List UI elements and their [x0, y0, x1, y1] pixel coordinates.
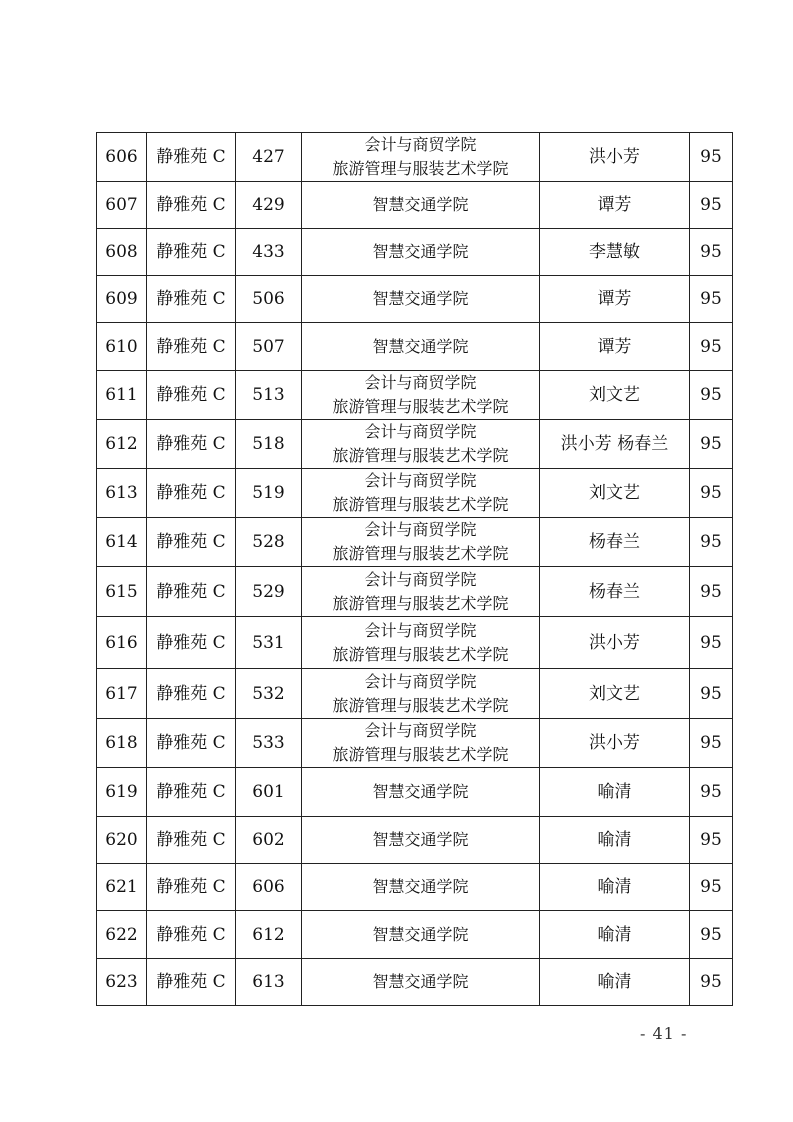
cell-score: 95 [690, 276, 733, 323]
table-body [97, 133, 733, 1006]
cell-number: 621 [97, 864, 147, 911]
cell-number: 618 [97, 719, 147, 768]
cell-number: 620 [97, 817, 147, 864]
cell-number: 615 [97, 567, 147, 617]
cell-score: 95 [690, 133, 733, 182]
cell-score: 95 [690, 469, 733, 518]
cell-counselor: 杨春兰 [540, 567, 690, 617]
cell-score: 95 [690, 323, 733, 371]
cell-counselor: 洪小芳 [540, 617, 690, 669]
college-line: 智慧交通学院 [372, 336, 469, 356]
cell-score: 95 [690, 617, 733, 669]
cell-room: 529 [236, 567, 302, 617]
college-line: 旅游管理与服装艺术学院 [332, 644, 509, 664]
cell-college [302, 959, 540, 1006]
table-row [97, 371, 733, 420]
cell-number: 614 [97, 518, 147, 567]
cell-building: 静雅苑 C [147, 276, 236, 323]
college-line: 会计与商贸学院 [364, 422, 477, 441]
cell-college [302, 617, 540, 669]
cell-room: 518 [236, 420, 302, 469]
table-row [97, 518, 733, 567]
cell-room: 532 [236, 669, 302, 719]
cell-number: 622 [97, 911, 147, 959]
cell-number: 616 [97, 617, 147, 669]
page-number: - 41 - [640, 1024, 688, 1043]
cell-building: 静雅苑 C [147, 469, 236, 518]
cell-score: 95 [690, 911, 733, 959]
cell-number: 612 [97, 420, 147, 469]
cell-room: 507 [236, 323, 302, 371]
college-line: 智慧交通学院 [372, 924, 469, 944]
college-line: 智慧交通学院 [372, 195, 469, 214]
cell-score: 95 [690, 864, 733, 911]
college-line: 旅游管理与服装艺术学院 [332, 159, 509, 178]
table-row [97, 617, 733, 669]
college-line: 旅游管理与服装艺术学院 [332, 544, 509, 563]
cell-building: 静雅苑 C [147, 420, 236, 469]
college-line: 会计与商贸学院 [364, 620, 477, 640]
cell-room: 429 [236, 182, 302, 229]
cell-number: 613 [97, 469, 147, 518]
cell-building: 静雅苑 C [147, 323, 236, 371]
college-line: 智慧交通学院 [372, 972, 469, 991]
cell-score: 95 [690, 371, 733, 420]
table-row [97, 133, 733, 182]
cell-college [302, 469, 540, 518]
cell-score: 95 [690, 959, 733, 1006]
table-row [97, 469, 733, 518]
college-line: 旅游管理与服装艺术学院 [332, 745, 509, 764]
cell-number: 609 [97, 276, 147, 323]
cell-counselor: 洪小芳 [540, 133, 690, 182]
cell-score: 95 [690, 669, 733, 719]
cell-college [302, 420, 540, 469]
cell-building: 静雅苑 C [147, 182, 236, 229]
table-row [97, 719, 733, 768]
cell-score: 95 [690, 719, 733, 768]
college-line: 会计与商贸学院 [364, 373, 477, 392]
cell-room: 601 [236, 768, 302, 817]
college-line: 会计与商贸学院 [364, 471, 477, 490]
cell-number: 617 [97, 669, 147, 719]
cell-room: 506 [236, 276, 302, 323]
cell-college [302, 276, 540, 323]
cell-counselor: 谭芳 [540, 276, 690, 323]
table-row [97, 768, 733, 817]
cell-counselor: 喻清 [540, 817, 690, 864]
table-row [97, 229, 733, 276]
table-row [97, 959, 733, 1006]
cell-score: 95 [690, 182, 733, 229]
cell-counselor: 刘文艺 [540, 371, 690, 420]
cell-counselor: 刘文艺 [540, 669, 690, 719]
college-line: 旅游管理与服装艺术学院 [332, 695, 509, 715]
cell-room: 513 [236, 371, 302, 420]
dormitory-score-table [96, 132, 733, 1006]
cell-building: 静雅苑 C [147, 567, 236, 617]
college-line: 旅游管理与服装艺术学院 [332, 593, 509, 613]
cell-room: 613 [236, 959, 302, 1006]
cell-college [302, 229, 540, 276]
college-line: 旅游管理与服装艺术学院 [332, 397, 509, 416]
cell-college [302, 323, 540, 371]
cell-number: 608 [97, 229, 147, 276]
cell-counselor: 喻清 [540, 911, 690, 959]
table-row [97, 182, 733, 229]
cell-college [302, 669, 540, 719]
cell-building: 静雅苑 C [147, 864, 236, 911]
cell-counselor: 喻清 [540, 959, 690, 1006]
cell-college [302, 864, 540, 911]
cell-counselor: 喻清 [540, 864, 690, 911]
cell-room: 612 [236, 911, 302, 959]
cell-building: 静雅苑 C [147, 817, 236, 864]
cell-building: 静雅苑 C [147, 133, 236, 182]
college-line: 智慧交通学院 [372, 877, 469, 896]
cell-college [302, 133, 540, 182]
cell-building: 静雅苑 C [147, 229, 236, 276]
table-row [97, 276, 733, 323]
college-line: 会计与商贸学院 [364, 520, 477, 539]
cell-counselor: 谭芳 [540, 323, 690, 371]
table-row [97, 911, 733, 959]
cell-college [302, 371, 540, 420]
cell-room: 528 [236, 518, 302, 567]
table-row [97, 669, 733, 719]
cell-score: 95 [690, 768, 733, 817]
cell-college [302, 719, 540, 768]
cell-counselor: 洪小芳 杨春兰 [540, 420, 690, 469]
cell-number: 623 [97, 959, 147, 1006]
cell-room: 519 [236, 469, 302, 518]
cell-score: 95 [690, 817, 733, 864]
cell-score: 95 [690, 229, 733, 276]
cell-building: 静雅苑 C [147, 959, 236, 1006]
college-line: 会计与商贸学院 [364, 569, 477, 589]
cell-number: 606 [97, 133, 147, 182]
cell-room: 531 [236, 617, 302, 669]
college-line: 会计与商贸学院 [364, 721, 477, 740]
cell-room: 606 [236, 864, 302, 911]
cell-college [302, 768, 540, 817]
cell-score: 95 [690, 567, 733, 617]
cell-number: 607 [97, 182, 147, 229]
cell-college [302, 182, 540, 229]
table-row [97, 567, 733, 617]
cell-counselor: 杨春兰 [540, 518, 690, 567]
cell-building: 静雅苑 C [147, 768, 236, 817]
cell-building: 静雅苑 C [147, 371, 236, 420]
cell-counselor: 洪小芳 [540, 719, 690, 768]
cell-college [302, 817, 540, 864]
cell-counselor: 李慧敏 [540, 229, 690, 276]
college-line: 智慧交通学院 [372, 830, 469, 849]
cell-score: 95 [690, 518, 733, 567]
college-line: 会计与商贸学院 [364, 135, 477, 154]
cell-number: 619 [97, 768, 147, 817]
cell-counselor: 喻清 [540, 768, 690, 817]
cell-score: 95 [690, 420, 733, 469]
cell-counselor: 刘文艺 [540, 469, 690, 518]
cell-number: 610 [97, 323, 147, 371]
cell-building: 静雅苑 C [147, 617, 236, 669]
cell-room: 602 [236, 817, 302, 864]
college-line: 旅游管理与服装艺术学院 [332, 446, 509, 465]
cell-college [302, 567, 540, 617]
cell-building: 静雅苑 C [147, 518, 236, 567]
college-line: 智慧交通学院 [372, 289, 469, 308]
cell-room: 427 [236, 133, 302, 182]
cell-building: 静雅苑 C [147, 911, 236, 959]
cell-counselor: 谭芳 [540, 182, 690, 229]
table-row [97, 420, 733, 469]
cell-college [302, 911, 540, 959]
table-row [97, 817, 733, 864]
college-line: 会计与商贸学院 [364, 671, 477, 691]
cell-building: 静雅苑 C [147, 719, 236, 768]
cell-college [302, 518, 540, 567]
cell-building: 静雅苑 C [147, 669, 236, 719]
college-line: 智慧交通学院 [372, 242, 469, 261]
college-line: 旅游管理与服装艺术学院 [332, 495, 509, 514]
table-row [97, 323, 733, 371]
cell-room: 533 [236, 719, 302, 768]
table-row [97, 864, 733, 911]
cell-room: 433 [236, 229, 302, 276]
college-line: 智慧交通学院 [372, 782, 469, 801]
cell-number: 611 [97, 371, 147, 420]
